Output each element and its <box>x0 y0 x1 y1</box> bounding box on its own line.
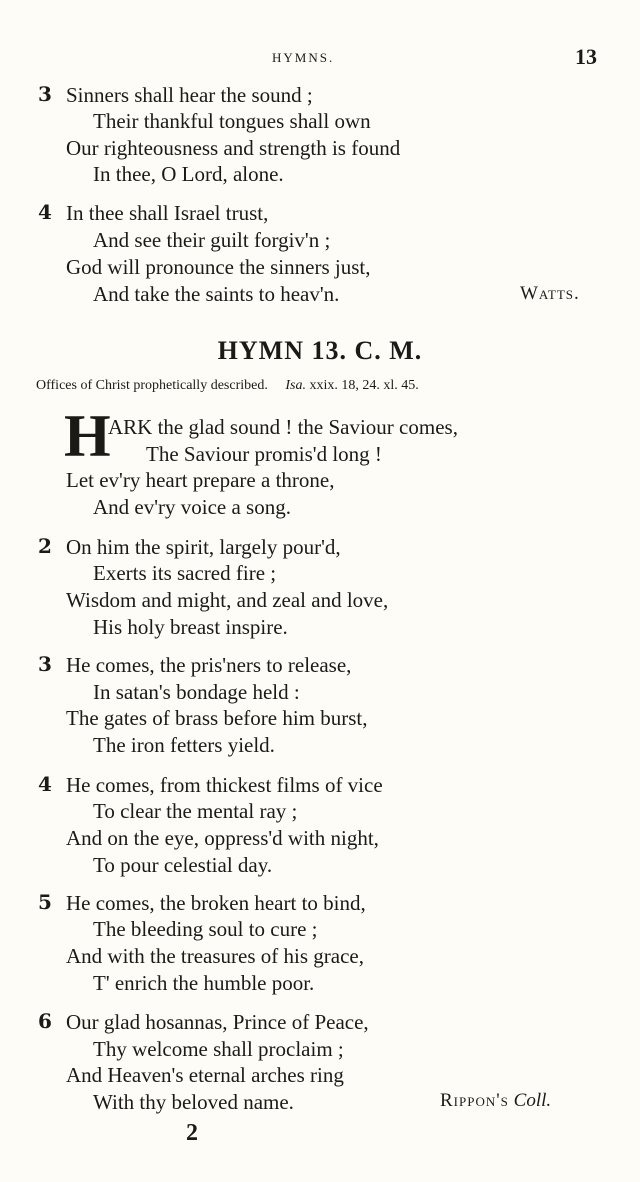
verse-line: Their thankful tongues shall own <box>93 109 371 133</box>
verse-line: To clear the mental ray ; <box>93 799 298 823</box>
verse-line: The iron fetters yield. <box>93 733 275 757</box>
verse-line: In thee shall Israel trust, <box>66 201 269 225</box>
verse-line: And take the saints to heav'n. <box>93 282 340 306</box>
stanza-number: 3 <box>38 652 52 676</box>
verse-line: He comes, from thickest films of vice <box>66 773 383 797</box>
verse-line: ARK the glad sound ! the Saviour comes, <box>108 415 458 439</box>
signature-mark: 2 <box>186 1120 198 1146</box>
verse-line: He comes, the broken heart to bind, <box>66 891 366 915</box>
author-collection: Coll. <box>513 1090 552 1111</box>
verse-line: Our glad hosannas, Prince of Peace, <box>66 1010 369 1034</box>
verse-line: The bleeding soul to cure ; <box>93 917 318 941</box>
verse-line: With thy beloved name. <box>93 1090 294 1114</box>
stanza-number: 3 <box>38 82 52 106</box>
drop-cap: H <box>64 403 111 469</box>
verse-line: Thy welcome shall proclaim ; <box>93 1037 344 1061</box>
verse-line: He comes, the pris'ners to release, <box>66 653 352 677</box>
reference-book: Isa. <box>285 378 306 393</box>
stanza-number: 6 <box>38 1009 52 1033</box>
verse-line: And ev'ry voice a song. <box>93 495 291 519</box>
verse-line: Let ev'ry heart prepare a throne, <box>66 468 335 492</box>
stanza-number: 4 <box>38 772 52 796</box>
running-title: HYMNS. <box>272 50 335 65</box>
verse-line: Wisdom and might, and zeal and love, <box>66 588 389 612</box>
stanza-number: 2 <box>38 534 52 558</box>
author-attribution: Watts. <box>520 283 580 304</box>
author-name: Rippon's <box>440 1090 509 1111</box>
scripture-reference <box>285 378 418 393</box>
verse-line: The gates of brass before him burst, <box>66 706 368 730</box>
author-attribution <box>440 1090 551 1112</box>
verse-line: The Saviour promis'd long ! <box>146 442 382 466</box>
verse-line: T' enrich the humble poor. <box>93 971 315 995</box>
subtitle-text: Offices of Christ prophetically described. <box>36 378 268 393</box>
hymn-subtitle <box>36 378 419 394</box>
reference-verses: xxix. 18, 24. xl. 45. <box>309 378 419 393</box>
verse-line: On him the spirit, largely pour'd, <box>66 535 341 559</box>
stanza-number: 5 <box>38 890 52 914</box>
verse-line: His holy breast inspire. <box>93 615 288 639</box>
page-header <box>0 44 640 74</box>
hymn-title: HYMN 13. C. M. <box>217 336 423 365</box>
verse-line: To pour celestial day. <box>93 853 273 877</box>
verse-line: God will pronounce the sinners just, <box>66 255 371 279</box>
verse-line: Exerts its sacred fire ; <box>93 561 277 585</box>
verse-line: And with the treasures of his grace, <box>66 944 364 968</box>
verse-line: In satan's bondage held : <box>93 680 300 704</box>
stanza-number: 4 <box>38 200 52 224</box>
verse-line: Sinners shall hear the sound ; <box>66 83 313 107</box>
verse-line: And see their guilt forgiv'n ; <box>93 228 331 252</box>
verse-line: And Heaven's eternal arches ring <box>66 1063 344 1087</box>
verse-line: Our righteousness and strength is found <box>66 136 401 160</box>
page-number: 13 <box>575 44 597 69</box>
verse-line: In thee, O Lord, alone. <box>93 162 284 186</box>
verse-line: And on the eye, oppress'd with night, <box>66 826 379 850</box>
